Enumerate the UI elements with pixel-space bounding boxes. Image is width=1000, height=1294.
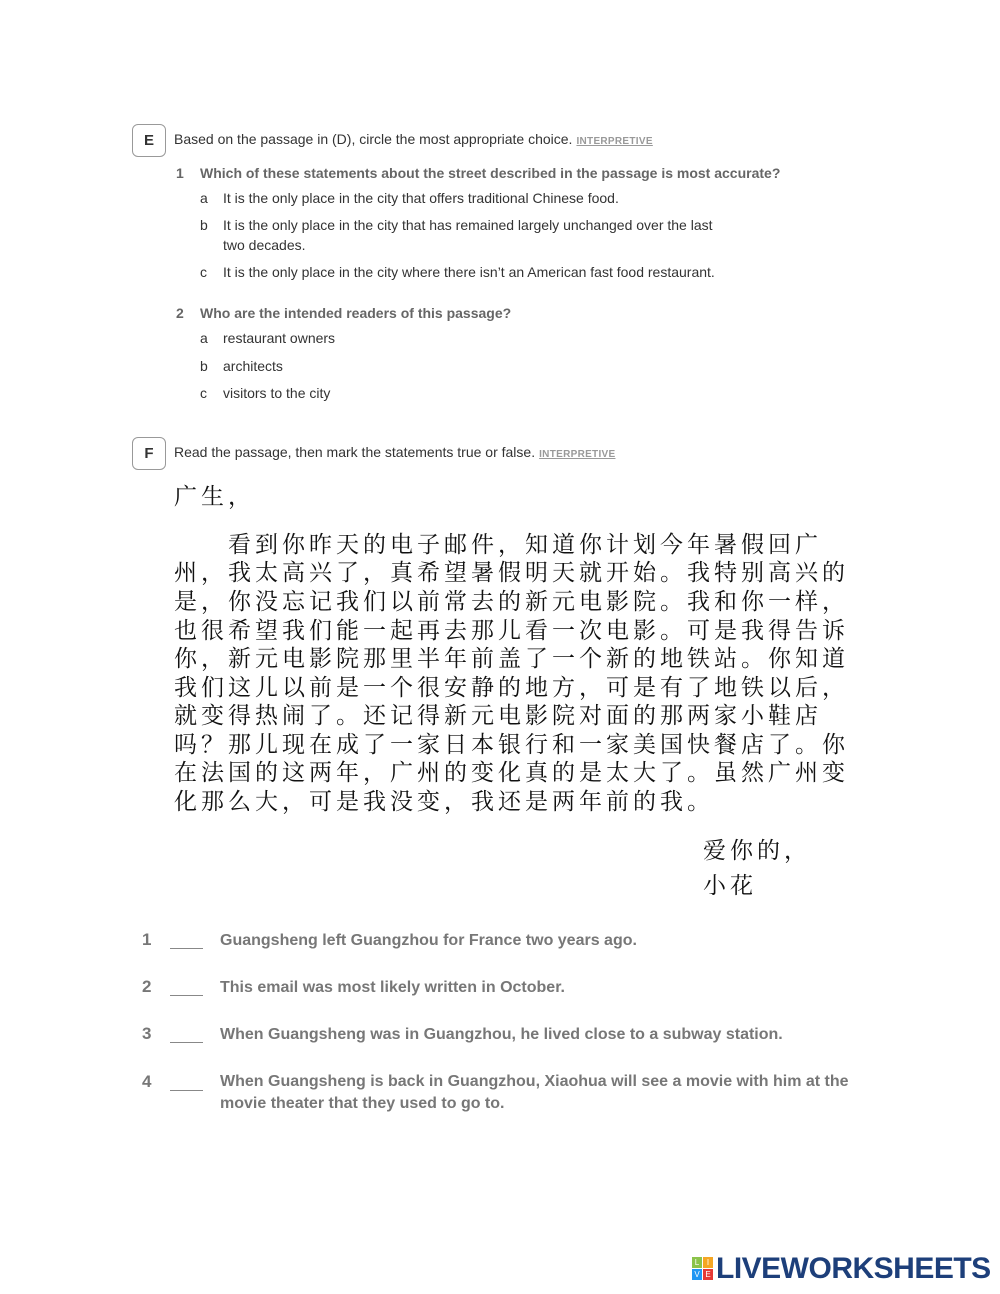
live-badge-icon <box>692 1257 714 1281</box>
section-e-badge: E <box>132 124 166 157</box>
statement-number: 3 <box>142 1024 152 1043</box>
letter-line: 就变得热闹了。还记得新元电影院对面的那两家小鞋店 <box>174 703 822 729</box>
option-letter[interactable]: c <box>200 385 207 401</box>
statement-text: movie theater that they used to go to. <box>220 1095 505 1112</box>
statement-number: 1 <box>142 930 152 949</box>
letter-line: 你，新元电影院那里半年前盖了一个新的地铁站。你知道 <box>174 646 849 672</box>
liveworksheets-logo[interactable] <box>692 1252 991 1286</box>
logo-text: LIVEWORKSHEETS <box>716 1252 991 1285</box>
question-text: Which of these statements about the street described in the passage is most accurate? <box>200 165 781 181</box>
statement-text: When Guangsheng is back in Guangzhou, Xiaohua will see a movie with him at the <box>220 1073 849 1090</box>
option-text[interactable]: restaurant owners <box>223 330 336 346</box>
interpretive-tag: INTERPRETIVE <box>576 136 653 147</box>
question-text: Who are the intended readers of this passage? <box>200 305 512 321</box>
badge-letter: L <box>692 1257 702 1268</box>
letter-line: 州，我太高兴了，真希望暑假明天就开始。我特别高兴的 <box>174 560 849 586</box>
option-letter[interactable]: c <box>200 264 207 280</box>
letter-line: 看到你昨天的电子邮件，知道你计划今年暑假回广 <box>228 532 822 558</box>
option-text[interactable]: visitors to the city <box>223 385 331 401</box>
letter-line: 吗？那儿现在成了一家日本银行和一家美国快餐店了。你 <box>174 732 849 758</box>
badge-letter: V <box>692 1269 702 1280</box>
interpretive-tag: INTERPRETIVE <box>539 449 616 460</box>
answer-blank[interactable] <box>170 1074 203 1091</box>
letter-line: 化那么大，可是我没变，我还是两年前的我。 <box>174 789 714 815</box>
statement-text: This email was most likely written in October. <box>220 979 565 996</box>
answer-blank[interactable] <box>170 1026 203 1043</box>
instruction-text: Based on the passage in (D), circle the most appropriate choice. <box>174 131 573 147</box>
option-letter[interactable]: a <box>200 190 208 206</box>
option-text[interactable]: architects <box>223 358 283 374</box>
option-text[interactable]: It is the only place in the city that has remained largely unchanged over the last <box>223 217 713 233</box>
section-f-instruction <box>174 444 615 463</box>
letter-greeting: 广生， <box>174 484 255 510</box>
letter-line: 是，你没忘记我们以前常去的新元电影院。我和你一样， <box>174 589 849 615</box>
section-e-instruction <box>174 131 653 150</box>
letter-line: 在法国的这两年，广州的变化真的是太大了。虽然广州变 <box>174 760 849 786</box>
instruction-text: Read the passage, then mark the statements true or false. <box>174 444 536 460</box>
answer-blank[interactable] <box>170 932 203 949</box>
question-number: 2 <box>176 305 184 321</box>
statement-text: Guangsheng left Guangzhou for France two years ago. <box>220 932 637 949</box>
option-letter[interactable]: b <box>200 217 208 233</box>
option-text[interactable]: It is the only place in the city where there isn’t an American fast food restaurant. <box>223 264 715 280</box>
option-letter[interactable]: a <box>200 330 208 346</box>
badge-letter: I <box>703 1257 713 1268</box>
answer-blank[interactable] <box>170 979 203 996</box>
option-text[interactable]: two decades. <box>223 237 306 253</box>
letter-signature: 小花 <box>703 873 757 899</box>
section-f-badge: F <box>132 437 166 470</box>
question-number: 1 <box>176 165 184 181</box>
statement-number: 4 <box>142 1072 152 1091</box>
option-text[interactable]: It is the only place in the city that offers traditional Chinese food. <box>223 190 619 206</box>
badge-letter: E <box>703 1269 713 1280</box>
letter-line: 我们这儿以前是一个很安静的地方，可是有了地铁以后， <box>174 675 849 701</box>
letter-closing: 爱你的， <box>703 838 811 864</box>
statement-text: When Guangsheng was in Guangzhou, he lived close to a subway station. <box>220 1026 783 1043</box>
letter-line: 也很希望我们能一起再去那儿看一次电影。可是我得告诉 <box>174 618 849 644</box>
option-letter[interactable]: b <box>200 358 208 374</box>
statement-number: 2 <box>142 977 152 996</box>
